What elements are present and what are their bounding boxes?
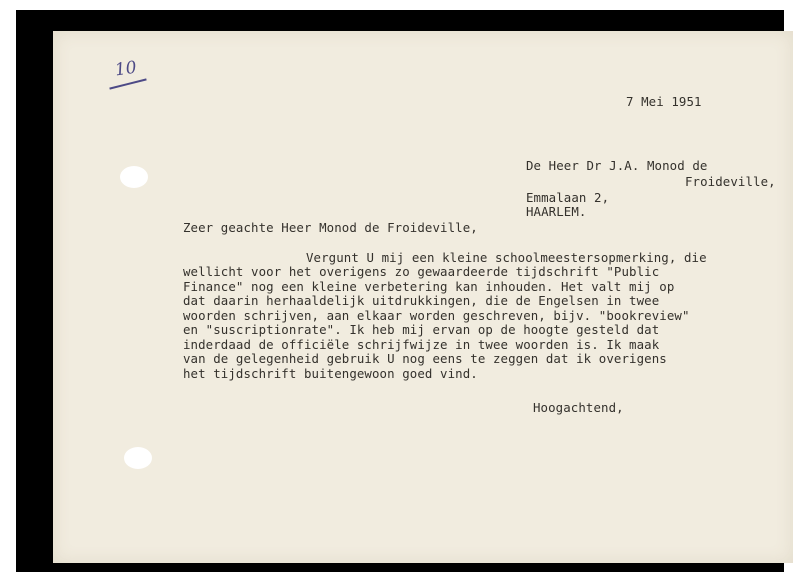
address-line-3: Emmalaan 2, (526, 190, 610, 205)
handwritten-page-number: 10 (113, 57, 138, 81)
scan-frame (16, 10, 784, 572)
body-line-9: het tijdschrift buitengewoon goed vind. (183, 366, 478, 381)
letter-date: 7 Mei 1951 (626, 94, 702, 109)
body-line-7: inderdaad de officiële schrijfwijze in twee woorden is. Ik maak (183, 337, 660, 352)
address-line-4: HAARLEM. (526, 204, 587, 219)
body-line-5: woorden schrijven, aan elkaar worden geschreven, bijv. "bookreview" (183, 308, 690, 323)
punch-hole-bottom (124, 447, 152, 469)
address-line-1: De Heer Dr J.A. Monod de (526, 158, 708, 173)
body-line-2: wellicht voor het overigens zo gewaardeerde tijdschrift "Public (183, 264, 660, 279)
address-line-2: Froideville, (685, 174, 776, 189)
salutation: Zeer geachte Heer Monod de Froideville, (183, 220, 478, 235)
body-line-6: en "suscriptionrate". Ik heb mij ervan op de hoogte gesteld dat (183, 322, 660, 337)
body-line-1: Vergunt U mij een kleine schoolmeestersopmerking, die (306, 250, 707, 265)
body-line-8: van de gelegenheid gebruik U nog eens te zeggen dat ik overigens (183, 351, 667, 366)
body-line-4: dat daarin herhaaldelijk uitdrukkingen, die de Engelsen in twee (183, 293, 660, 308)
annotation-underline (109, 78, 146, 89)
closing: Hoogachtend, (533, 400, 624, 415)
punch-hole-top (120, 166, 148, 188)
body-line-3: Finance" nog een kleine verbetering kan inhouden. Het valt mij op (183, 279, 675, 294)
letter-paper (53, 31, 793, 563)
